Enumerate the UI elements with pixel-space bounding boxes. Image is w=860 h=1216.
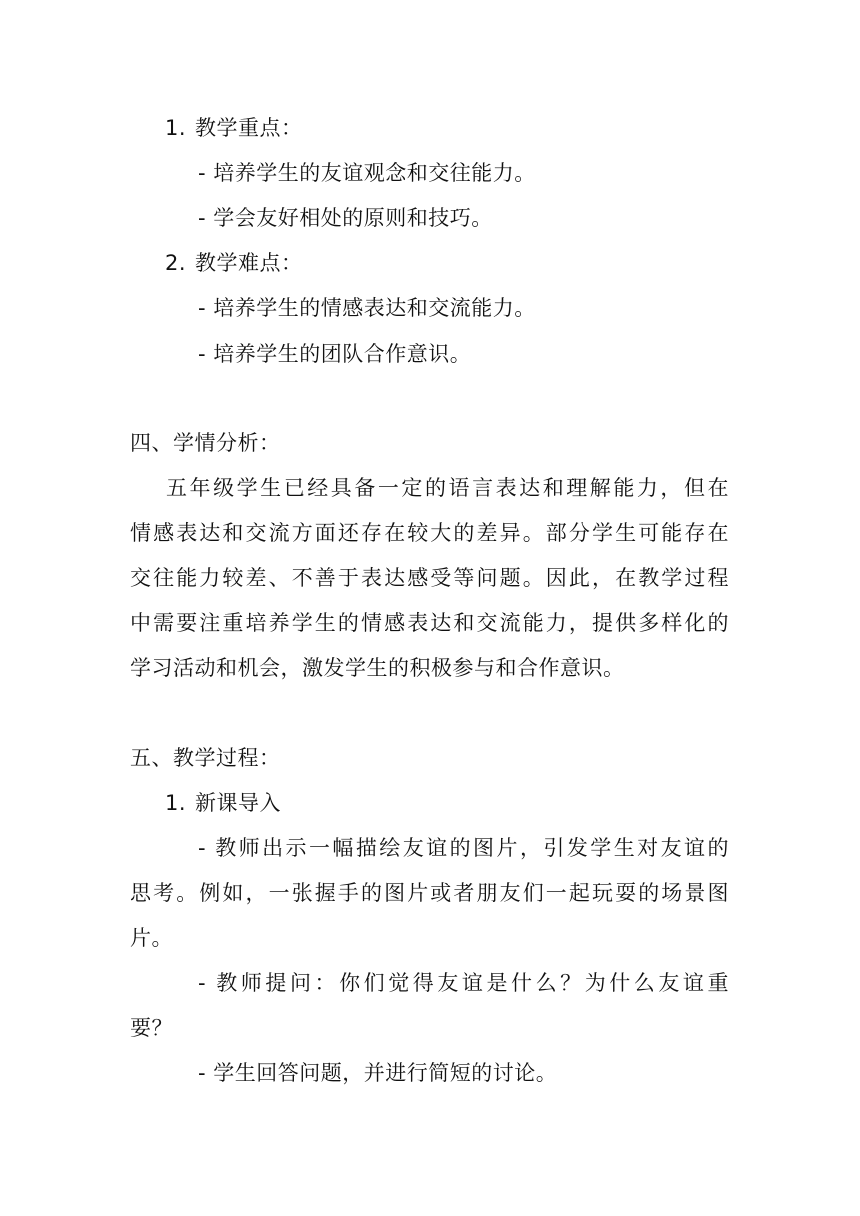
key-point-item: - 学会友好相处的原则和技巧。	[198, 206, 493, 230]
paragraph-line: 五年级学生已经具备一定的语言表达和理解能力，但在	[166, 476, 729, 500]
difficult-point-item: - 培养学生的团队合作意识。	[198, 342, 472, 366]
difficult-points-number: 2.	[165, 251, 187, 275]
key-point-item: - 培养学生的友谊观念和交往能力。	[198, 161, 536, 185]
step-number: 1.	[165, 791, 187, 815]
paragraph-line: 学习活动和机会，激发学生的积极参与和合作意识。	[130, 656, 625, 680]
step-title: 新课导入	[195, 791, 281, 815]
paragraph-line: 交往能力较差、不善于表达感受等问题。因此，在教学过程	[130, 566, 729, 590]
difficult-points-title: 教学难点：	[195, 251, 303, 275]
paragraph-line: - 学生回答问题，并进行简短的讨论。	[198, 1061, 558, 1085]
key-points-title: 教学重点：	[195, 116, 303, 140]
paragraph-line: 要？	[130, 1016, 173, 1040]
section-5-heading: 五、教学过程：	[130, 746, 281, 770]
paragraph-line: 中需要注重培养学生的情感表达和交流能力，提供多样化的	[130, 611, 729, 635]
paragraph-line: - 教师出示一幅描绘友谊的图片，引发学生对友谊的	[198, 836, 729, 860]
paragraph-line: 思考。例如，一张握手的图片或者朋友们一起玩耍的场景图	[130, 881, 729, 905]
section-4-heading: 四、学情分析：	[130, 431, 281, 455]
paragraph-line: 情感表达和交流方面还存在较大的差异。部分学生可能存在	[130, 521, 729, 545]
paragraph-line: 片。	[130, 926, 173, 950]
difficult-point-item: - 培养学生的情感表达和交流能力。	[198, 296, 536, 320]
key-points-number: 1.	[165, 116, 187, 140]
paragraph-line: - 教师提问：你们觉得友谊是什么？为什么友谊重	[198, 971, 729, 995]
